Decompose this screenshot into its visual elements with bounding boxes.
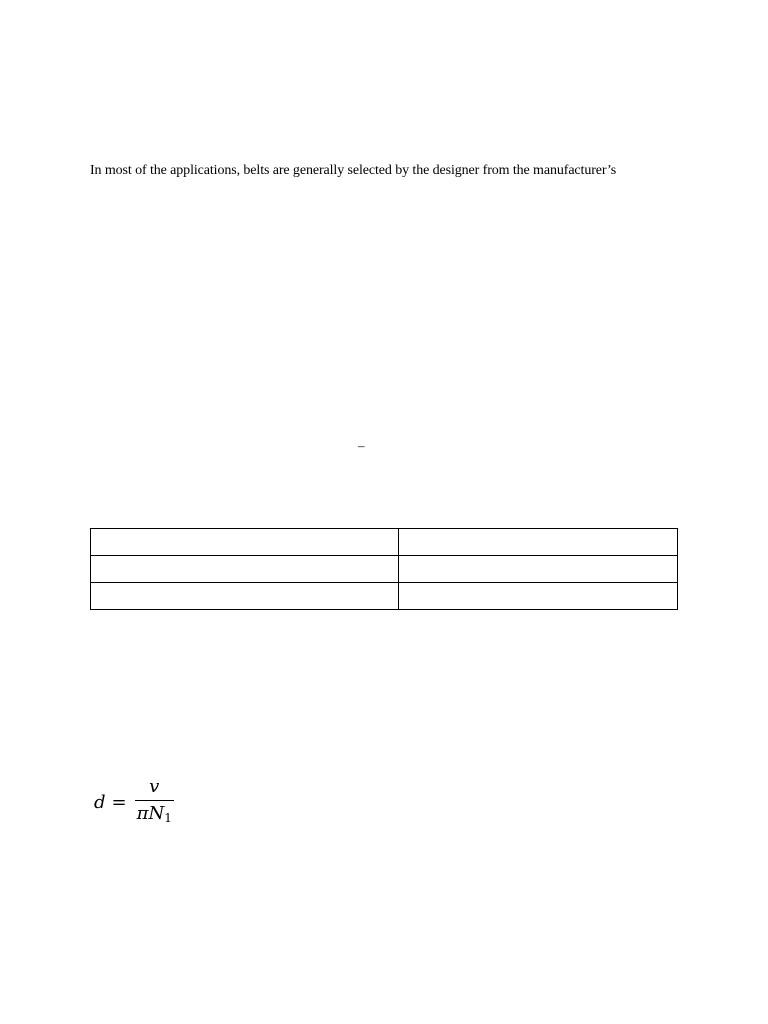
table-cell — [91, 529, 399, 556]
dash-mark: – — [358, 438, 365, 453]
formula-fraction — [135, 776, 174, 829]
table-row — [91, 583, 678, 610]
formula-equals: = — [111, 792, 127, 813]
formula-numerator: v — [149, 776, 160, 797]
formula-denominator — [135, 800, 174, 829]
body-paragraph: In most of the applications, belts are generally selected by the designer from the manufacturer’s — [90, 163, 617, 178]
formula-denominator-subscript: 1 — [164, 811, 172, 825]
formula-denominator-main: πN — [136, 803, 165, 824]
table-cell — [399, 529, 678, 556]
table-cell — [399, 556, 678, 583]
table-row — [91, 529, 678, 556]
empty-table — [90, 528, 678, 610]
table-cell — [91, 583, 399, 610]
table-row — [91, 556, 678, 583]
table-cell — [399, 583, 678, 610]
diameter-formula — [94, 776, 174, 829]
formula-lhs: d — [94, 792, 106, 813]
table-cell — [91, 556, 399, 583]
